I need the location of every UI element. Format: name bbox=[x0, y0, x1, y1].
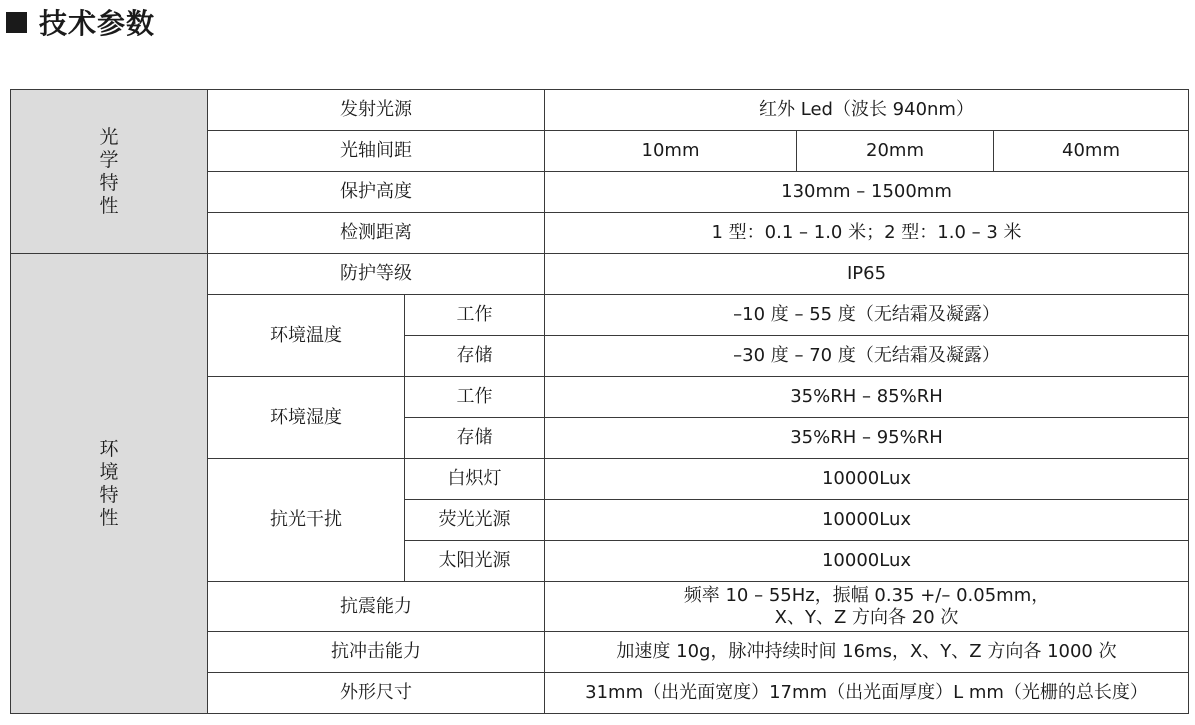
section-heading bbox=[6, 2, 155, 42]
row-value-detection-distance: 1 型：0.1 – 1.0 米；2 型：1.0 – 3 米 bbox=[545, 213, 1189, 254]
row-value-dimensions: 31mm（出光面宽度）17mm（出光面厚度）L mm（光栅的总长度） bbox=[545, 673, 1189, 714]
row-label-dimensions: 外形尺寸 bbox=[208, 673, 545, 714]
table-row bbox=[11, 90, 1189, 131]
row-label-protection-class: 防护等级 bbox=[208, 254, 545, 295]
row-value-protection-class: IP65 bbox=[545, 254, 1189, 295]
sub-label-humidity-storage: 存储 bbox=[405, 418, 545, 459]
row-value-fluorescent: 10000Lux bbox=[545, 500, 1189, 541]
row-value-temperature-storage: –30 度 – 70 度（无结霜及凝露） bbox=[545, 336, 1189, 377]
row-value-shock: 加速度 10g，脉冲持续时间 16ms，X、Y、Z 方向各 1000 次 bbox=[545, 632, 1189, 673]
row-label-shock: 抗冲击能力 bbox=[208, 632, 545, 673]
sub-label-temperature-storage: 存储 bbox=[405, 336, 545, 377]
row-value-axis-spacing-2: 20mm bbox=[797, 131, 994, 172]
row-value-vibration bbox=[545, 582, 1189, 632]
category-optical: 光学特性 bbox=[11, 90, 208, 254]
row-label-vibration: 抗震能力 bbox=[208, 582, 545, 632]
row-value-humidity-storage: 35%RH – 95%RH bbox=[545, 418, 1189, 459]
section-title: 技术参数 bbox=[39, 7, 156, 40]
row-label-axis-spacing: 光轴间距 bbox=[208, 131, 545, 172]
row-value-axis-spacing-1: 10mm bbox=[545, 131, 797, 172]
row-value-sunlight: 10000Lux bbox=[545, 541, 1189, 582]
sub-label-fluorescent: 荧光光源 bbox=[405, 500, 545, 541]
row-label-protection-height: 保护高度 bbox=[208, 172, 545, 213]
row-value-protection-height: 130mm – 1500mm bbox=[545, 172, 1189, 213]
vibration-line-1: 频率 10 – 55Hz，振幅 0.35 +/– 0.05mm， bbox=[683, 584, 1050, 606]
sub-label-temperature-working: 工作 bbox=[405, 295, 545, 336]
sub-label-sunlight: 太阳光源 bbox=[405, 541, 545, 582]
table-row bbox=[11, 254, 1189, 295]
row-value-axis-spacing-3: 40mm bbox=[994, 131, 1189, 172]
row-label-light-source: 发射光源 bbox=[208, 90, 545, 131]
row-label-temperature: 环境温度 bbox=[208, 295, 405, 377]
row-value-temperature-working: –10 度 – 55 度（无结霜及凝露） bbox=[545, 295, 1189, 336]
sub-label-humidity-working: 工作 bbox=[405, 377, 545, 418]
row-value-humidity-working: 35%RH – 85%RH bbox=[545, 377, 1189, 418]
category-environment: 环境特性 bbox=[11, 254, 208, 714]
row-value-light-source: 红外 Led（波长 940nm） bbox=[545, 90, 1189, 131]
row-label-light-interference: 抗光干扰 bbox=[208, 459, 405, 582]
square-bullet-icon bbox=[6, 12, 27, 33]
row-label-humidity: 环境湿度 bbox=[208, 377, 405, 459]
row-label-detection-distance: 检测距离 bbox=[208, 213, 545, 254]
vibration-line-2: X、Y、Z 方向各 20 次 bbox=[774, 606, 959, 628]
row-value-incandescent: 10000Lux bbox=[545, 459, 1189, 500]
sub-label-incandescent: 白炽灯 bbox=[405, 459, 545, 500]
spec-table bbox=[10, 89, 1189, 714]
